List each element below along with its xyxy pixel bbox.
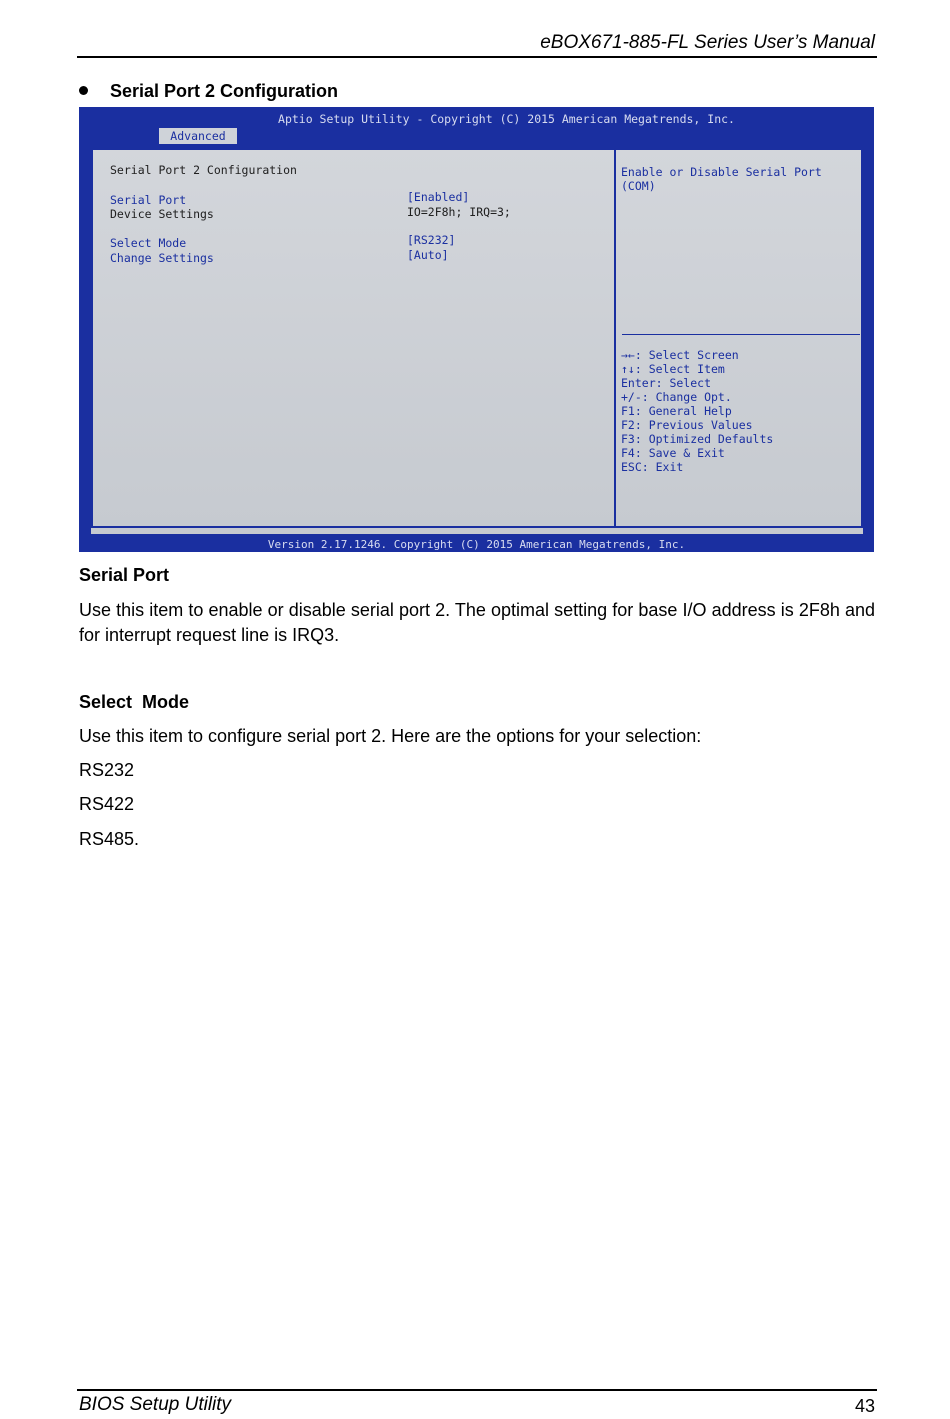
- bios-help-line: (COM): [621, 179, 656, 193]
- section-heading: [79, 81, 338, 102]
- bios-item-change-settings[interactable]: Change Settings: [110, 251, 214, 265]
- page-number: 43: [854, 1396, 875, 1416]
- bios-help-line: Enable or Disable Serial Port: [621, 165, 822, 179]
- bios-top-title: Aptio Setup Utility - Copyright (C) 2015 American Megatrends, Inc.: [278, 112, 735, 126]
- manual-title: eBOX671-885-FL Series User’s Manual: [540, 32, 875, 53]
- serial-port-description: Use this item to enable or disable serial port 2. The optimal setting for base I/O address is 2F8h and for interrupt request line is IRQ3.: [79, 600, 875, 645]
- bios-key-hint: F1: General Help: [621, 404, 732, 418]
- bios-key-hint: ↑↓: Select Item: [621, 362, 725, 376]
- bios-key-hint: Enter: Select: [621, 376, 712, 390]
- bios-key-hint: F3: Optimized Defaults: [621, 432, 774, 446]
- bullet-icon: [79, 86, 88, 95]
- bios-value-select-mode[interactable]: [RS232]: [407, 233, 456, 247]
- mode-option: RS232: [79, 760, 135, 780]
- select-mode-description: Use this item to configure serial port 2. Here are the options for your selection:: [79, 726, 702, 746]
- mode-option: RS422: [79, 794, 135, 814]
- bios-value-serial-port[interactable]: [Enabled]: [407, 190, 470, 204]
- bios-key-hint: F4: Save & Exit: [621, 446, 725, 460]
- bios-value-change-settings[interactable]: [Auto]: [407, 248, 449, 262]
- section-heading-text: Serial Port 2 Configuration: [110, 81, 339, 101]
- bios-main-panel: [91, 148, 863, 534]
- bios-item-device-settings: Device Settings: [110, 207, 214, 221]
- bios-item-serial-port[interactable]: Serial Port: [110, 193, 187, 207]
- header-rule: [77, 56, 877, 58]
- select-mode-heading: Select Mode: [79, 692, 190, 712]
- bios-item-select-mode[interactable]: Select Mode: [110, 236, 187, 250]
- footer-chapter: BIOS Setup Utility: [79, 1394, 232, 1415]
- bios-key-hint: →←: Select Screen: [621, 348, 739, 362]
- bios-key-hint: ESC: Exit: [621, 460, 684, 474]
- bios-key-hint: F2: Previous Values: [621, 418, 753, 432]
- bios-help-divider: [622, 334, 860, 335]
- bios-key-hint: +/-: Change Opt.: [621, 390, 732, 404]
- tab-advanced[interactable]: Advanced: [159, 128, 237, 144]
- bios-version-bar: Version 2.17.1246. Copyright (C) 2015 American Megatrends, Inc.: [267, 538, 686, 551]
- bios-screen-title: Serial Port 2 Configuration: [110, 163, 297, 177]
- footer-rule: [77, 1389, 877, 1391]
- mode-option: RS485.: [79, 829, 140, 849]
- bios-screenshot: [79, 107, 874, 552]
- serial-port-heading: Serial Port: [79, 565, 170, 585]
- bios-value-device-settings: IO=2F8h; IRQ=3;: [407, 205, 511, 219]
